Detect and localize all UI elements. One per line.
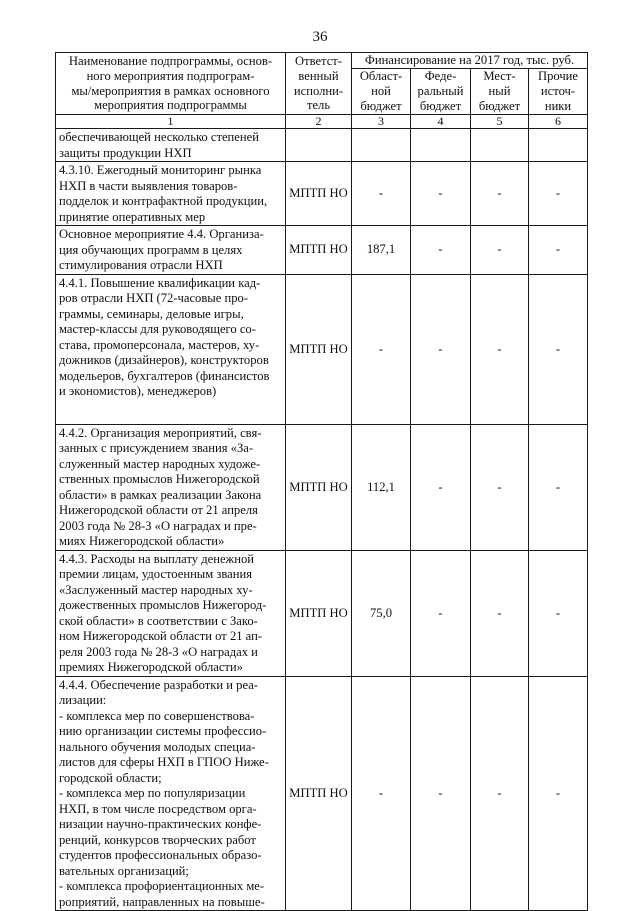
executor-cell: МПТП НО xyxy=(286,226,352,275)
column-number-row xyxy=(56,115,588,129)
measure-name-line: реля 2003 года № 28-З «О наградах и xyxy=(59,644,258,659)
measure-name-cell xyxy=(56,274,286,424)
measure-name-line: нию организации системы профессио- xyxy=(59,724,267,738)
measure-name-line: - комплекса мер по совершенствова- xyxy=(59,708,255,723)
other-sources-cell: - xyxy=(529,226,588,275)
header-sub-line: Феде- xyxy=(424,69,457,84)
measure-name-line: 4.4.1. Повышение квалификации кад- xyxy=(59,275,261,290)
measure-name-line: модельеров, бухгалтеров (финансистов xyxy=(59,368,270,383)
local-budget-cell: - xyxy=(471,274,529,424)
local-budget-cell: - xyxy=(471,226,529,275)
measure-name-line: ренций, конкурсов творческих работ xyxy=(59,832,256,847)
executor-cell: МПТП НО xyxy=(286,162,352,226)
measure-name-cell xyxy=(56,676,286,911)
measure-name-line: мастер-классы для руководящего со- xyxy=(59,322,256,336)
federal-budget-cell: - xyxy=(411,226,471,275)
column-number: 3 xyxy=(352,115,411,129)
measure-name-line: - комплекса мер по популяризации xyxy=(59,786,246,800)
header-name-line: ного мероприятия подпрограм- xyxy=(86,68,255,83)
measure-name-line: обеспечивающей несколько степеней xyxy=(59,130,259,144)
table-row xyxy=(56,162,588,226)
header-other-sources xyxy=(529,69,588,115)
measure-name-line: става, промоперсонала, мастеров, ху- xyxy=(59,337,260,352)
measure-name-line: и экономистов), менеджеров) xyxy=(59,384,217,398)
table-row xyxy=(56,676,588,911)
measure-name-line: 4.4.4. Обеспечение разработки и реа- xyxy=(59,677,258,692)
header-executor-line: исполни- xyxy=(293,83,344,98)
measure-name-line: нального обучения молодых специа- xyxy=(59,739,256,754)
measure-name-line: роприятий, направленных на повыше- xyxy=(59,894,265,909)
measure-name-cell xyxy=(56,424,286,550)
federal-budget-cell xyxy=(411,129,471,162)
measure-name-cell xyxy=(56,550,286,676)
executor-cell: МПТП НО xyxy=(286,274,352,424)
other-sources-cell: - xyxy=(529,424,588,550)
measure-name-line: листов для сферы НХП в ГПОО Ниже- xyxy=(59,755,269,769)
funding-table xyxy=(55,52,588,911)
regional-budget-cell: 112,1 xyxy=(352,424,411,550)
other-sources-cell: - xyxy=(529,162,588,226)
measure-name-cell xyxy=(56,162,286,226)
header-sub-line: Област- xyxy=(359,69,403,84)
header-sub-line: ральный xyxy=(417,84,464,99)
measure-name-line: лизации: xyxy=(59,693,107,707)
measure-name-line: 4.4.2. Организация мероприятий, свя- xyxy=(59,425,262,440)
measure-name-line: подделок и контрафактной продукции, xyxy=(59,194,268,208)
measure-name-line: занных с присуждением звания «За- xyxy=(59,441,254,455)
table-body xyxy=(56,129,588,911)
header-sub-line: Мест- xyxy=(483,69,516,84)
header-name-cell xyxy=(56,53,286,115)
header-name-line: Наименование подпрограммы, основ- xyxy=(68,53,273,68)
header-sub-line: бюджет xyxy=(478,98,521,113)
header-sub-line: ный xyxy=(488,84,511,99)
measure-name-line: 4.3.10. Ежегодный мониторинг рынка xyxy=(59,163,262,177)
measure-name-line: - комплекса профориентационных ме- xyxy=(59,879,265,893)
measure-name-line: низации научно-практических конфе- xyxy=(59,817,262,831)
measure-name-line: ном Нижегородской области от 21 ап- xyxy=(59,629,263,643)
header-name-line: мы/мероприятия в рамках основного xyxy=(71,83,270,98)
executor-cell: МПТП НО xyxy=(286,550,352,676)
measure-name-line: ственных промыслов Нижегородской xyxy=(59,472,260,486)
federal-budget-cell: - xyxy=(411,550,471,676)
header-sub-line: источ- xyxy=(540,84,576,99)
regional-budget-cell: - xyxy=(352,676,411,911)
measure-name-line: ров отрасли НХП (72-часовые про- xyxy=(59,291,249,305)
header-funding-title: Финансирование на 2017 год, тыс. руб. xyxy=(352,53,588,69)
measure-name-line: «Заслуженный мастер народных ху- xyxy=(59,582,253,597)
column-number: 1 xyxy=(56,115,286,129)
header-regional-budget xyxy=(352,69,411,115)
other-sources-cell: - xyxy=(529,676,588,911)
header-federal-budget xyxy=(411,69,471,115)
local-budget-cell: - xyxy=(471,424,529,550)
regional-budget-cell: 187,1 xyxy=(352,226,411,275)
measure-name-line: служенный мастер народных художе- xyxy=(59,456,261,471)
measure-name-cell xyxy=(56,226,286,275)
measure-name-line: НХП, в том числе посредством орга- xyxy=(59,801,257,816)
regional-budget-cell xyxy=(352,129,411,162)
column-number: 6 xyxy=(529,115,588,129)
measure-name-line: студентов профессиональных образо- xyxy=(59,848,262,862)
measure-name-line: ция обучающих программ в целях xyxy=(59,242,243,257)
regional-budget-cell: - xyxy=(352,274,411,424)
other-sources-cell xyxy=(529,129,588,162)
executor-cell: МПТП НО xyxy=(286,424,352,550)
federal-budget-cell: - xyxy=(411,162,471,226)
header-executor-line: Ответст- xyxy=(294,53,342,68)
header-executor-line: тель xyxy=(306,98,331,113)
measure-name-line: принятие оперативных мер xyxy=(59,209,206,224)
other-sources-cell: - xyxy=(529,550,588,676)
table-row xyxy=(56,226,588,275)
header-sub-line: ной xyxy=(371,84,391,99)
local-budget-cell xyxy=(471,129,529,162)
measure-name-cell xyxy=(56,129,286,162)
column-number: 5 xyxy=(471,115,529,129)
regional-budget-cell: 75,0 xyxy=(352,550,411,676)
header-name-line: мероприятия подпрограммы xyxy=(94,98,247,113)
measure-name-line: области» в рамках реализации Закона xyxy=(59,487,262,502)
table-row xyxy=(56,424,588,550)
federal-budget-cell: - xyxy=(411,274,471,424)
column-number: 2 xyxy=(286,115,352,129)
header-row-top xyxy=(56,53,588,69)
measure-name-line: премиях Нижегородской области» xyxy=(59,660,243,674)
local-budget-cell: - xyxy=(471,162,529,226)
measure-name-line: дожников (дизайнеров), конструкторов xyxy=(59,353,269,367)
regional-budget-cell: - xyxy=(352,162,411,226)
header-sub-line: Прочие xyxy=(537,69,579,84)
measure-name-line: ской области» в соответствии с Зако- xyxy=(59,613,258,628)
measure-name-line: защиты продукции НХП xyxy=(59,145,192,160)
federal-budget-cell: - xyxy=(411,676,471,911)
header-sub-line: бюджет xyxy=(360,98,402,113)
table-row xyxy=(56,129,588,162)
header-executor-cell xyxy=(286,53,352,115)
measure-name-line: миях Нижегородской области» xyxy=(59,534,225,548)
other-sources-cell: - xyxy=(529,274,588,424)
page-number: 36 xyxy=(312,29,328,45)
measure-name-line: дожественных промыслов Нижегород- xyxy=(59,598,267,612)
measure-name-line: 4.4.3. Расходы на выплату денежной xyxy=(59,551,255,566)
local-budget-cell: - xyxy=(471,550,529,676)
federal-budget-cell: - xyxy=(411,424,471,550)
header-executor-line: венный xyxy=(298,68,339,83)
header-sub-line: ники xyxy=(544,98,572,113)
header-local-budget xyxy=(471,69,529,115)
executor-cell: МПТП НО xyxy=(286,676,352,911)
measure-name-line: премии лицам, удостоенным звания xyxy=(59,567,253,581)
header-sub-line: бюджет xyxy=(419,98,462,113)
table-row xyxy=(56,274,588,424)
measure-name-line: 2003 года № 28-З «О наградах и пре- xyxy=(59,518,257,533)
measure-name-line: городской области; xyxy=(59,770,162,785)
measure-name-line: вательных организаций; xyxy=(59,863,189,878)
measure-name-line: граммы, семинары, деловые игры, xyxy=(59,306,244,321)
measure-name-line: НХП в части выявления товаров- xyxy=(59,178,238,193)
executor-cell xyxy=(286,129,352,162)
table-row xyxy=(56,550,588,676)
column-number: 4 xyxy=(411,115,471,129)
measure-name-line: Нижегородской области от 21 апреля xyxy=(59,503,258,517)
measure-name-line: Основное мероприятие 4.4. Организа- xyxy=(59,227,264,241)
local-budget-cell: - xyxy=(471,676,529,911)
measure-name-line: стимулирования отрасли НХП xyxy=(59,258,223,272)
